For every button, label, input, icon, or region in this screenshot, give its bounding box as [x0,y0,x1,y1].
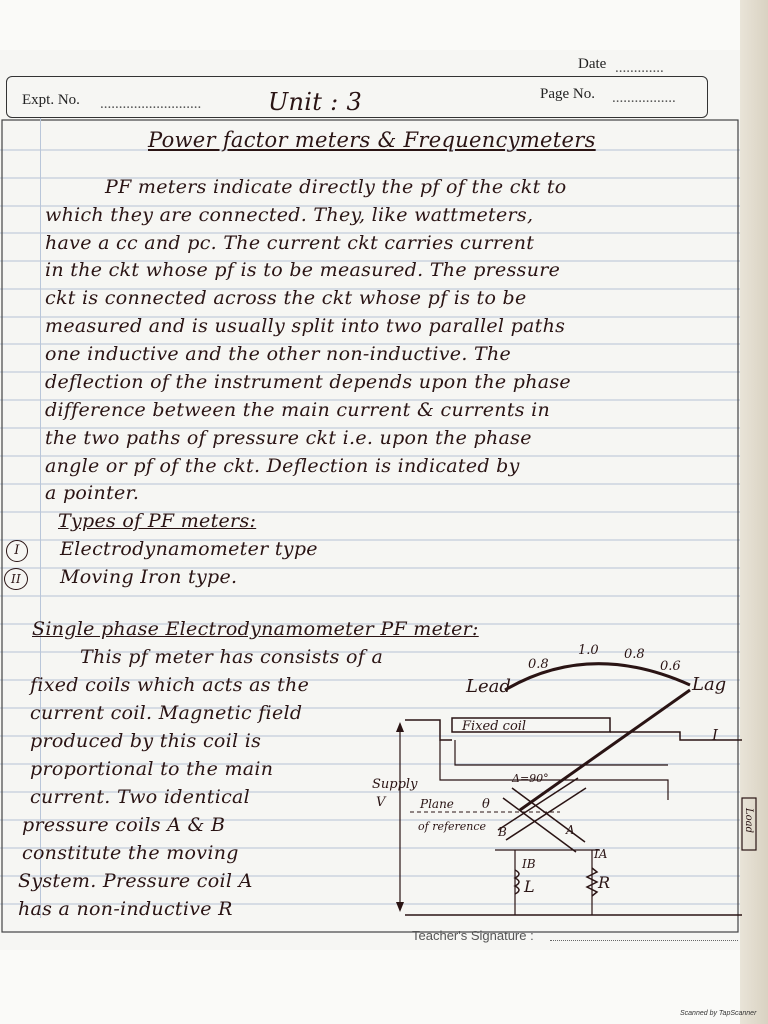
fixed-coil-label: Fixed coil [462,719,527,734]
page-heading: Power factor meters & Frequencymeters [148,128,596,152]
coil-b-label: B [498,825,507,839]
scale-tick-label: 0.8 [624,647,645,662]
expt-label: Expt. No. [22,92,80,108]
body-line: current. Two identical [30,786,251,808]
inductor-label: L [524,877,535,896]
body-line: pressure coils A & B [22,814,226,836]
body-line: has a non-inductive R [18,898,233,920]
unit-title: Unit : 3 [268,88,363,116]
signature-line [550,940,738,941]
body-line: constitute the moving [22,842,239,864]
expt-dots: ........................... [100,96,202,112]
lead-label: Lead [466,676,511,697]
ib-label: IB [522,857,536,871]
paragraph-line: PF meters indicate directly the pf of the ckt to [105,176,567,198]
scanned-by-label: Scanned by TapScanner [680,1010,757,1017]
supply-label: Supply [372,777,418,792]
delta-label: Δ=90° [512,772,549,785]
body-line: proportional to the main [30,758,274,780]
plane-label: Plane [420,797,454,811]
paragraph-line: deflection of the instrument depends upon the phase [45,371,571,393]
paragraph-line: one inductive and the other non-inductive. The [45,343,512,365]
coil-a-label: A [566,823,575,837]
page-dots: ................. [612,90,676,106]
paragraph-line: angle or pf of the ckt. Deflection is indicated by [45,455,520,477]
body-line: current coil. Magnetic field [30,702,303,724]
types-heading: Types of PF meters: [58,510,257,532]
body-line: System. Pressure coil A [18,870,253,892]
date-label: Date [578,56,607,72]
paragraph-line: have a cc and pc. The current ckt carries current [45,232,535,254]
list-marker: II [4,568,28,590]
paragraph-line: a pointer. [45,482,140,504]
type-item: Moving Iron type. [60,566,238,588]
paragraph-line: measured and is usually split into two parallel paths [45,315,566,337]
body-line: fixed coils which acts as the [30,674,310,696]
type-item: Electrodynamometer type [60,538,318,560]
paragraph-line: in the ckt whose pf is to be measured. The pressure [45,259,561,281]
reference-label: of reference [418,820,487,833]
paragraph-line: ckt is connected across the ckt whose pf is to be [45,287,527,309]
paragraph-line: the two paths of pressure ckt i.e. upon the phase [45,427,532,449]
body-line: This pf meter has consists of a [80,646,384,668]
theta-label: θ [482,797,490,812]
lag-label: Lag [692,674,727,695]
current-label: I [712,726,718,744]
page-label: Page No. [540,86,595,102]
date-dots: ............. [615,60,664,76]
list-marker: I [6,540,28,562]
teacher-signature-label: Teacher's Signature : [412,928,534,943]
scale-tick-label: 0.6 [660,659,681,674]
body-line: produced by this coil is [30,730,262,752]
scale-tick-label: 1.0 [578,643,599,658]
ia-label: IA [594,847,608,861]
paragraph-line: which they are connected. They, like wattmeters, [45,204,534,226]
paragraph-line: difference between the main current & currents in [45,399,551,421]
scale-tick-label: 0.8 [528,657,549,672]
supply-v-label: V [376,795,386,810]
resistor-label: R [598,873,611,892]
section-heading: Single phase Electrodynamometer PF meter: [32,618,479,640]
load-label: Load [743,808,754,834]
